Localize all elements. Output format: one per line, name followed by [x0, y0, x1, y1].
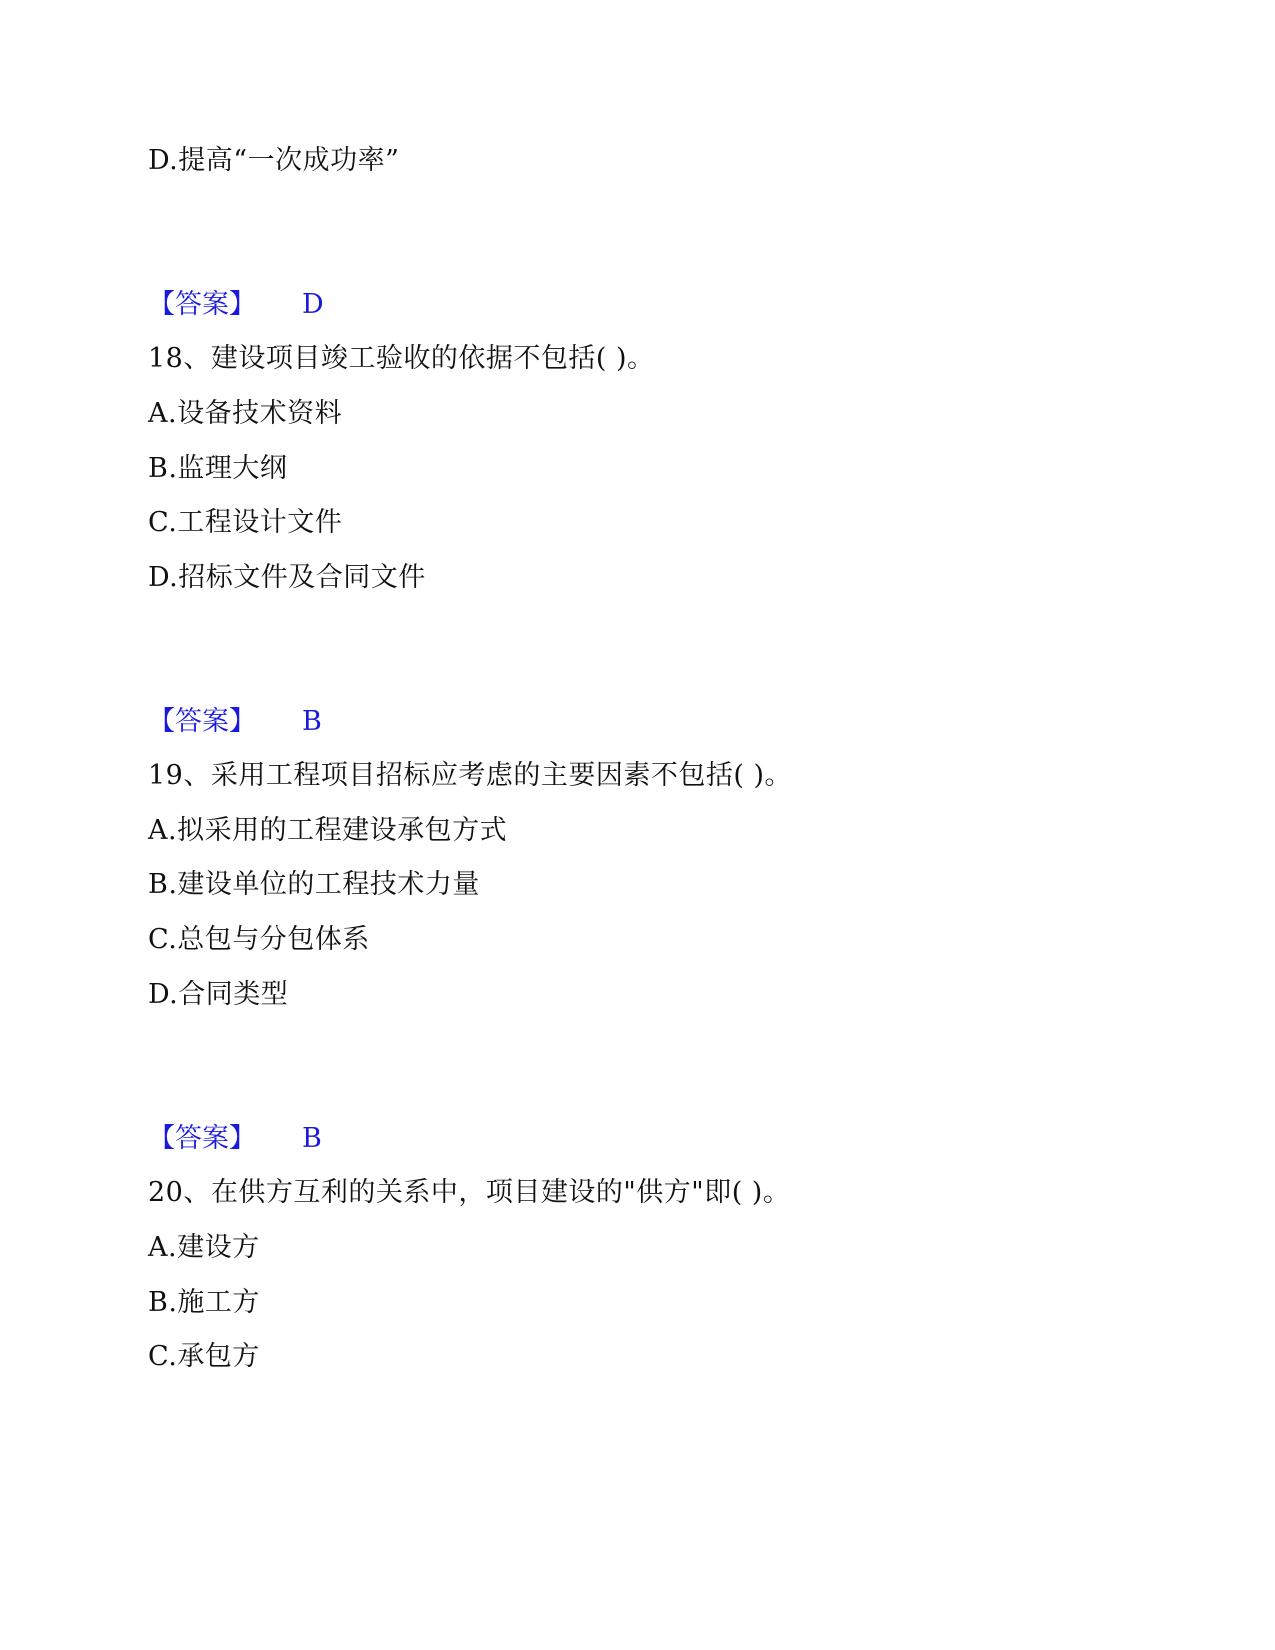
question-19-answer	[148, 1122, 322, 1156]
question-18-option-a: A.设备技术资料	[148, 398, 343, 429]
question-19-option-a: A.拟采用的工程建设承包方式	[148, 815, 508, 846]
answer-label: 【答案】	[148, 706, 256, 737]
option-d: D.提高“一次成功率”	[148, 145, 400, 176]
question-20-option-a: A.建设方	[148, 1232, 260, 1263]
answer-value: D	[302, 289, 324, 320]
question-19-option-c: C.总包与分包体系	[148, 924, 370, 955]
question-18-stem: 18、建设项目竣工验收的依据不包括( )。	[148, 343, 655, 374]
question-20-option-c: C.承包方	[148, 1341, 260, 1372]
answer-line	[148, 288, 324, 322]
question-18-option-b: B.监理大纲	[148, 453, 288, 484]
answer-value: B	[302, 1123, 322, 1154]
answer-label: 【答案】	[148, 289, 256, 320]
question-18-answer	[148, 705, 322, 739]
question-18-option-d: D.招标文件及合同文件	[148, 562, 426, 593]
question-19-option-b: B.建设单位的工程技术力量	[148, 869, 480, 900]
question-20-stem: 20、在供方互利的关系中，项目建设的"供方"即( )。	[148, 1177, 791, 1208]
question-18-option-c: C.工程设计文件	[148, 507, 343, 538]
question-20-option-b: B.施工方	[148, 1287, 260, 1318]
answer-value: B	[302, 706, 322, 737]
question-19-stem: 19、采用工程项目招标应考虑的主要因素不包括( )。	[148, 760, 793, 791]
answer-label: 【答案】	[148, 1123, 256, 1154]
question-19-option-d: D.合同类型	[148, 979, 289, 1010]
